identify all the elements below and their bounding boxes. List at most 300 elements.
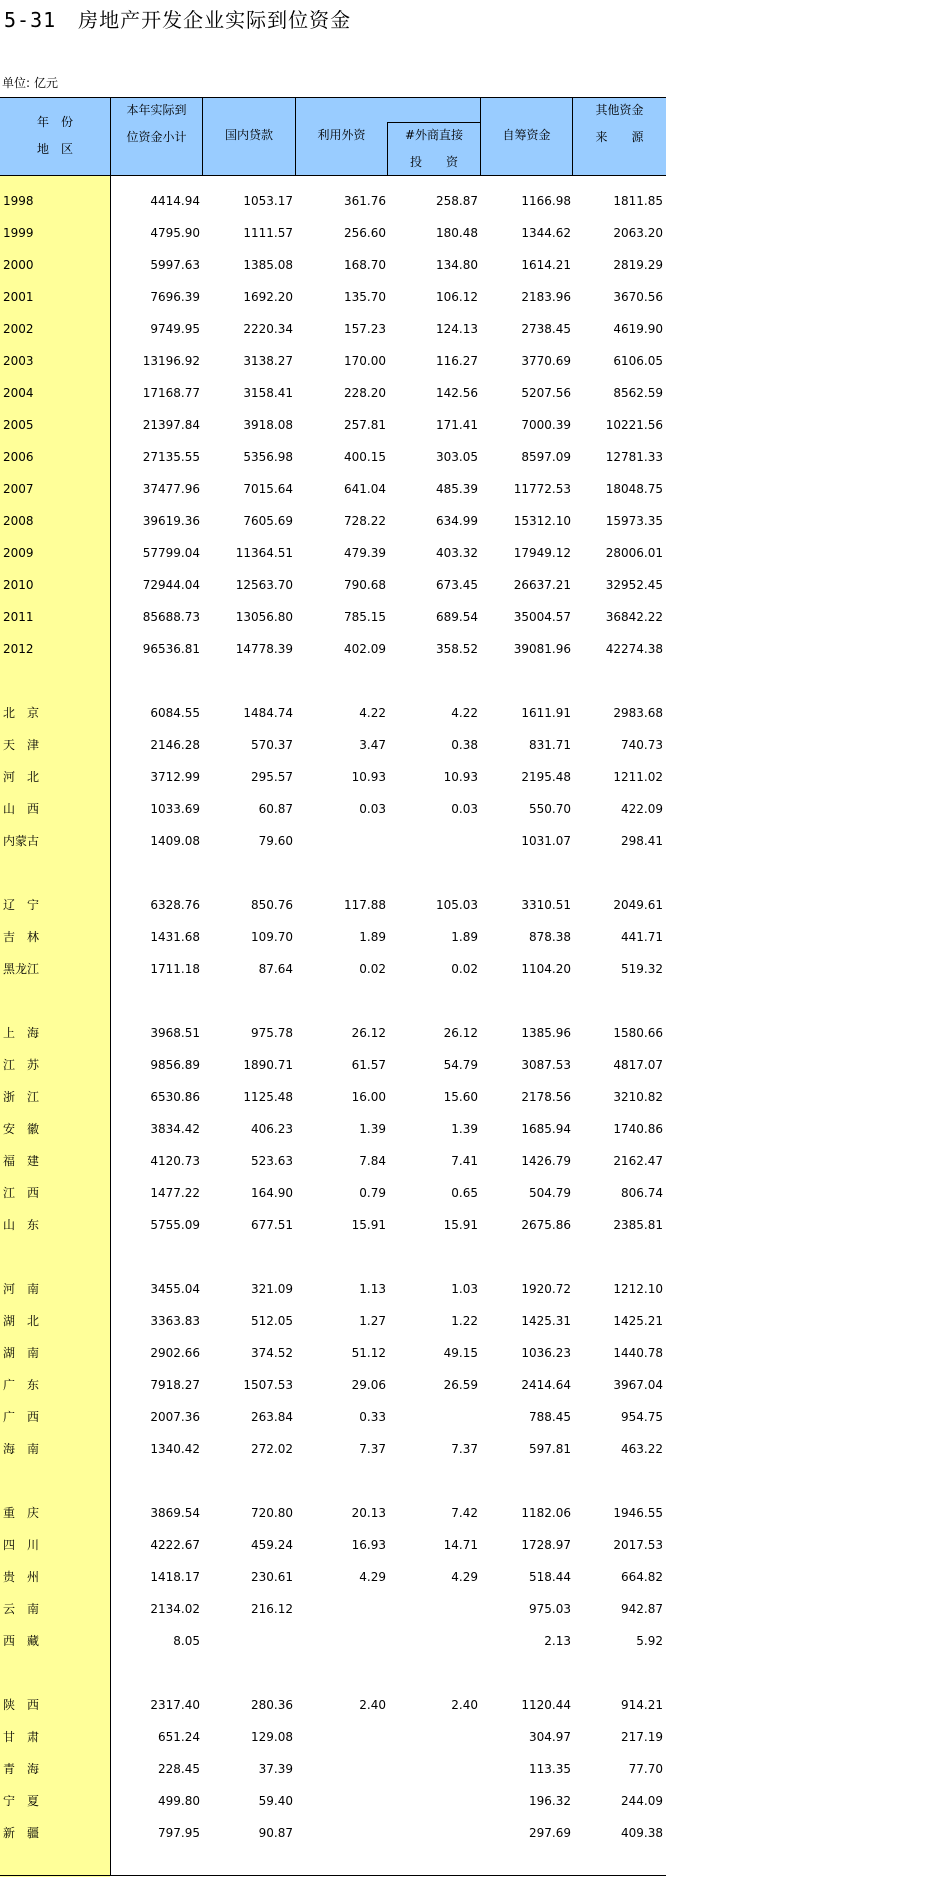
row-label: 陕 西: [3, 1698, 40, 1712]
table-row: [0, 565, 666, 597]
table-cell: 32952.45: [605, 578, 663, 592]
table-row: [0, 469, 666, 501]
table-cell: 303.05: [436, 450, 478, 464]
table-cell: 26.12: [351, 1026, 386, 1040]
table-cell: 2134.02: [150, 1602, 200, 1616]
table-cell: 37477.96: [142, 482, 200, 496]
table-cell: 914.21: [621, 1698, 663, 1712]
table-row: [0, 277, 666, 309]
rule-col-3: [295, 97, 296, 175]
table-cell: 135.70: [344, 290, 386, 304]
page-title: [4, 4, 351, 33]
table-row: [0, 1237, 666, 1269]
row-label: 吉 林: [3, 930, 40, 944]
table-cell: 14778.39: [235, 642, 293, 656]
table-cell: 12781.33: [605, 450, 663, 464]
table-row: [0, 1717, 666, 1749]
table-row: [0, 1493, 666, 1525]
table-cell: 797.95: [158, 1826, 200, 1840]
row-label: 2002: [3, 322, 34, 336]
table-cell: 2983.68: [613, 706, 663, 720]
row-label: 四 川: [3, 1538, 40, 1552]
table-row: [0, 1429, 666, 1461]
table-row: [0, 1269, 666, 1301]
table-cell: 1033.69: [150, 802, 200, 816]
table-cell: 11772.53: [513, 482, 571, 496]
table-cell: 3310.51: [521, 898, 571, 912]
table-cell: 677.51: [251, 1218, 293, 1232]
table-cell: 4120.73: [150, 1154, 200, 1168]
table-cell: 217.19: [621, 1730, 663, 1744]
table-cell: 0.79: [359, 1186, 386, 1200]
table-cell: 2902.66: [150, 1346, 200, 1360]
table-cell: 10.93: [443, 770, 478, 784]
table-cell: 79.60: [258, 834, 293, 848]
table-cell: 180.48: [436, 226, 478, 240]
table-cell: 570.37: [251, 738, 293, 752]
table-cell: 258.87: [436, 194, 478, 208]
table-cell: 788.45: [529, 1410, 571, 1424]
table-cell: 512.05: [251, 1314, 293, 1328]
table-cell: 3363.83: [150, 1314, 200, 1328]
table-cell: 49.15: [443, 1346, 478, 1360]
table-row: [0, 1013, 666, 1045]
table-cell: 4.29: [451, 1570, 478, 1584]
table-row: [0, 405, 666, 437]
table-cell: 1053.17: [243, 194, 293, 208]
table-cell: 479.39: [344, 546, 386, 560]
table-cell: 4817.07: [613, 1058, 663, 1072]
table-cell: 499.80: [158, 1794, 200, 1808]
table-cell: 8.05: [173, 1634, 200, 1648]
table-cell: 7015.64: [243, 482, 293, 496]
table-row: [0, 1525, 666, 1557]
table-cell: 2178.56: [521, 1090, 571, 1104]
table-cell: 109.70: [251, 930, 293, 944]
table-cell: 124.13: [436, 322, 478, 336]
table-row: [0, 533, 666, 565]
row-label: 1999: [3, 226, 34, 240]
row-label: 重 庆: [3, 1506, 40, 1520]
table-cell: 1426.79: [521, 1154, 571, 1168]
table-cell: 1425.31: [521, 1314, 571, 1328]
table-cell: 57799.04: [142, 546, 200, 560]
table-cell: 1.22: [451, 1314, 478, 1328]
table-cell: 1104.20: [521, 962, 571, 976]
table-cell: 374.52: [251, 1346, 293, 1360]
row-label: 天 津: [3, 738, 40, 752]
table-row: [0, 661, 666, 693]
table-cell: 1036.23: [521, 1346, 571, 1360]
row-label: 2009: [3, 546, 34, 560]
table-cell: 3968.51: [150, 1026, 200, 1040]
table-cell: 39081.96: [513, 642, 571, 656]
rule-header-bottom: [0, 175, 666, 176]
table-cell: 641.04: [344, 482, 386, 496]
row-label: 2000: [3, 258, 34, 272]
table-cell: 2414.64: [521, 1378, 571, 1392]
table-cell: 1425.21: [613, 1314, 663, 1328]
table-cell: 850.76: [251, 898, 293, 912]
rule-col-6: [572, 97, 573, 175]
table-row: [0, 1461, 666, 1493]
table-cell: 1685.94: [521, 1122, 571, 1136]
table-row: [0, 1205, 666, 1237]
table-cell: 550.70: [529, 802, 571, 816]
table-cell: 0.33: [359, 1410, 386, 1424]
table-cell: 297.69: [529, 1826, 571, 1840]
table-cell: 2.40: [359, 1698, 386, 1712]
table-cell: 422.09: [621, 802, 663, 816]
table-cell: 831.71: [529, 738, 571, 752]
table-cell: 1728.97: [521, 1538, 571, 1552]
table-cell: 720.80: [251, 1506, 293, 1520]
table-cell: 15.91: [443, 1218, 478, 1232]
table-row: [0, 789, 666, 821]
table-cell: 2675.86: [521, 1218, 571, 1232]
table-row: [0, 1077, 666, 1109]
table-cell: 3455.04: [150, 1282, 200, 1296]
row-label: 江 西: [3, 1186, 40, 1200]
table-cell: 1385.08: [243, 258, 293, 272]
table-row: [0, 1365, 666, 1397]
table-cell: 4414.94: [150, 194, 200, 208]
table-cell: 790.68: [344, 578, 386, 592]
table-cell: 942.87: [621, 1602, 663, 1616]
table-cell: 7.37: [451, 1442, 478, 1456]
table-cell: 1.89: [359, 930, 386, 944]
table-cell: 673.45: [436, 578, 478, 592]
row-label: 安 徽: [3, 1122, 40, 1136]
table-cell: 3770.69: [521, 354, 571, 368]
table-cell: 4795.90: [150, 226, 200, 240]
table-cell: 1890.71: [243, 1058, 293, 1072]
table-cell: 15.60: [443, 1090, 478, 1104]
header-self-raised: 自筹资金: [502, 128, 551, 142]
header-domestic-loans: 国内贷款: [224, 128, 273, 142]
table-cell: 1211.02: [613, 770, 663, 784]
table-cell: 0.38: [451, 738, 478, 752]
table-cell: 8597.09: [521, 450, 571, 464]
unit-value: 亿元: [34, 76, 59, 90]
table-cell: 18048.75: [605, 482, 663, 496]
table-row: [0, 181, 666, 213]
table-cell: 2195.48: [521, 770, 571, 784]
table-cell: 164.90: [251, 1186, 293, 1200]
table-cell: 295.57: [251, 770, 293, 784]
table-cell: 402.09: [344, 642, 386, 656]
table-row: [0, 213, 666, 245]
table-title: 房地产开发企业实际到位资金: [78, 8, 352, 32]
table-cell: 0.03: [451, 802, 478, 816]
table-cell: 142.56: [436, 386, 478, 400]
table-cell: 3087.53: [521, 1058, 571, 1072]
table-cell: 6106.05: [613, 354, 663, 368]
row-label: 2001: [3, 290, 34, 304]
table-cell: 975.03: [529, 1602, 571, 1616]
table-cell: 106.12: [436, 290, 478, 304]
table-cell: 15973.35: [605, 514, 663, 528]
table-cell: 12563.70: [235, 578, 293, 592]
table-cell: 321.09: [251, 1282, 293, 1296]
table-cell: 216.12: [251, 1602, 293, 1616]
table-cell: 1344.62: [521, 226, 571, 240]
row-label: 山 东: [3, 1218, 40, 1232]
table-cell: 597.81: [529, 1442, 571, 1456]
table-cell: 51.12: [351, 1346, 386, 1360]
table-cell: 20.13: [351, 1506, 386, 1520]
table-cell: 2007.36: [150, 1410, 200, 1424]
row-label: 贵 州: [3, 1570, 40, 1584]
table-cell: 129.08: [251, 1730, 293, 1744]
row-label: 内蒙古: [3, 834, 40, 848]
table-row: [0, 437, 666, 469]
table-cell: 228.45: [158, 1762, 200, 1776]
table-row: [0, 1397, 666, 1429]
table-cell: 4619.90: [613, 322, 663, 336]
rule-bottom: [0, 1875, 666, 1876]
table-cell: 17168.77: [142, 386, 200, 400]
table-row: [0, 1557, 666, 1589]
header-total: 本年实际到 位资金小计: [126, 103, 187, 144]
table-cell: 409.38: [621, 1826, 663, 1840]
table-row: [0, 501, 666, 533]
table-cell: 3138.27: [243, 354, 293, 368]
table-cell: 1340.42: [150, 1442, 200, 1456]
row-label: 西 藏: [3, 1634, 40, 1648]
row-label: 湖 南: [3, 1346, 40, 1360]
table-row: [0, 1813, 666, 1845]
table-row: [0, 757, 666, 789]
table-cell: 3712.99: [150, 770, 200, 784]
table-row: [0, 821, 666, 853]
table-cell: 15312.10: [513, 514, 571, 528]
table-number: 5-31: [4, 8, 57, 32]
table-cell: 85688.73: [142, 610, 200, 624]
table-row: [0, 1685, 666, 1717]
table-row: [0, 1301, 666, 1333]
table-row: [0, 341, 666, 373]
table-cell: 7696.39: [150, 290, 200, 304]
table-cell: 1031.07: [521, 834, 571, 848]
row-label: 2012: [3, 642, 34, 656]
table-cell: 0.03: [359, 802, 386, 816]
table-cell: 1740.86: [613, 1122, 663, 1136]
table-cell: 1.13: [359, 1282, 386, 1296]
table-cell: 105.03: [436, 898, 478, 912]
table-cell: 60.87: [258, 802, 293, 816]
header-year-region: 年 份 地 区: [36, 115, 73, 156]
table-cell: 16.00: [351, 1090, 386, 1104]
table-cell: 1477.22: [150, 1186, 200, 1200]
table-cell: 5997.63: [150, 258, 200, 272]
table-cell: 7.42: [451, 1506, 478, 1520]
table-cell: 2.13: [544, 1634, 571, 1648]
table-cell: 523.63: [251, 1154, 293, 1168]
table-cell: 975.78: [251, 1026, 293, 1040]
table-row: [0, 245, 666, 277]
table-cell: 1.03: [451, 1282, 478, 1296]
table-cell: 134.80: [436, 258, 478, 272]
table-cell: 1711.18: [150, 962, 200, 976]
table-cell: 1507.53: [243, 1378, 293, 1392]
unit-note: [2, 74, 62, 91]
table-row: [0, 1045, 666, 1077]
table-cell: 116.27: [436, 354, 478, 368]
table-cell: 17949.12: [513, 546, 571, 560]
table-cell: 2819.29: [613, 258, 663, 272]
table-cell: 689.54: [436, 610, 478, 624]
table-cell: 1409.08: [150, 834, 200, 848]
row-label: 1998: [3, 194, 34, 208]
table-cell: 16.93: [351, 1538, 386, 1552]
table-row: [0, 1653, 666, 1685]
table-cell: 6084.55: [150, 706, 200, 720]
table-cell: 0.02: [451, 962, 478, 976]
table-cell: 77.70: [628, 1762, 663, 1776]
table-cell: 8562.59: [613, 386, 663, 400]
row-label: 广 东: [3, 1378, 40, 1392]
table-cell: 7.41: [451, 1154, 478, 1168]
table-cell: 6328.76: [150, 898, 200, 912]
table-cell: 1212.10: [613, 1282, 663, 1296]
table-row: [0, 725, 666, 757]
table-cell: 5207.56: [521, 386, 571, 400]
table-cell: 1418.17: [150, 1570, 200, 1584]
table-cell: 72944.04: [142, 578, 200, 592]
row-label: 福 建: [3, 1154, 40, 1168]
table-cell: 29.06: [351, 1378, 386, 1392]
table-cell: 4.22: [451, 706, 478, 720]
table-cell: 4.22: [359, 706, 386, 720]
table-cell: 504.79: [529, 1186, 571, 1200]
table-cell: 61.57: [351, 1058, 386, 1072]
row-label: 河 南: [3, 1282, 40, 1296]
table-cell: 1125.48: [243, 1090, 293, 1104]
table-cell: 59.40: [258, 1794, 293, 1808]
table-cell: 54.79: [443, 1058, 478, 1072]
header-foreign-capital: 利用外资: [317, 128, 366, 142]
row-label: 甘 肃: [3, 1730, 40, 1744]
table-cell: 441.71: [621, 930, 663, 944]
table-cell: 168.70: [344, 258, 386, 272]
table-cell: 1120.44: [521, 1698, 571, 1712]
row-label: 2006: [3, 450, 34, 464]
row-label: 海 南: [3, 1442, 40, 1456]
table-cell: 1.89: [451, 930, 478, 944]
table-row: [0, 1173, 666, 1205]
table-cell: 1111.57: [243, 226, 293, 240]
table-cell: 7.84: [359, 1154, 386, 1168]
row-label: 2007: [3, 482, 34, 496]
table-cell: 4222.67: [150, 1538, 200, 1552]
row-label: 云 南: [3, 1602, 40, 1616]
table-row: [0, 1749, 666, 1781]
row-label: 青 海: [3, 1762, 40, 1776]
table-cell: 664.82: [621, 1570, 663, 1584]
row-label: 新 疆: [3, 1826, 40, 1840]
table-cell: 1580.66: [613, 1026, 663, 1040]
table-cell: 10221.56: [605, 418, 663, 432]
table-cell: 9856.89: [150, 1058, 200, 1072]
table-cell: 117.88: [344, 898, 386, 912]
table-cell: 1946.55: [613, 1506, 663, 1520]
table-cell: 9749.95: [150, 322, 200, 336]
table-cell: 7918.27: [150, 1378, 200, 1392]
table-cell: 485.39: [436, 482, 478, 496]
table-cell: 96536.81: [142, 642, 200, 656]
table-cell: 3834.42: [150, 1122, 200, 1136]
table-cell: 7.37: [359, 1442, 386, 1456]
table-cell: 28006.01: [605, 546, 663, 560]
row-label: 宁 夏: [3, 1794, 40, 1808]
table-cell: 26.12: [443, 1026, 478, 1040]
table-cell: 256.60: [344, 226, 386, 240]
table-row: [0, 1589, 666, 1621]
table-cell: 651.24: [158, 1730, 200, 1744]
table-cell: 2017.53: [613, 1538, 663, 1552]
table-cell: 1692.20: [243, 290, 293, 304]
row-label: 上 海: [3, 1026, 40, 1040]
table-cell: 5.92: [636, 1634, 663, 1648]
table-cell: 2317.40: [150, 1698, 200, 1712]
table-cell: 171.41: [436, 418, 478, 432]
table-cell: 42274.38: [605, 642, 663, 656]
row-label: 浙 江: [3, 1090, 40, 1104]
table-cell: 26.59: [443, 1378, 478, 1392]
table-cell: 2162.47: [613, 1154, 663, 1168]
table-row: [0, 597, 666, 629]
table-cell: 1.39: [451, 1122, 478, 1136]
table-cell: 400.15: [344, 450, 386, 464]
table-cell: 403.32: [436, 546, 478, 560]
table-cell: 1614.21: [521, 258, 571, 272]
header-other: 其他资金 来 源: [595, 103, 644, 144]
table-cell: 196.32: [529, 1794, 571, 1808]
table-row: [0, 1333, 666, 1365]
rule-col-2: [202, 97, 203, 175]
table-cell: 2.40: [451, 1698, 478, 1712]
table-cell: 740.73: [621, 738, 663, 752]
row-label: 北 京: [3, 706, 40, 720]
rule-header-inner: [388, 122, 480, 123]
table-cell: 157.23: [344, 322, 386, 336]
table-cell: 26637.21: [513, 578, 571, 592]
table-cell: 0.02: [359, 962, 386, 976]
table-cell: 228.20: [344, 386, 386, 400]
table-cell: 7605.69: [243, 514, 293, 528]
unit-label: 单位:: [2, 76, 31, 90]
table-cell: 263.84: [251, 1410, 293, 1424]
table-cell: 13196.92: [142, 354, 200, 368]
rule-col-4: [387, 122, 388, 175]
table-cell: 519.32: [621, 962, 663, 976]
table-cell: 6530.86: [150, 1090, 200, 1104]
table-cell: 272.02: [251, 1442, 293, 1456]
table-cell: 244.09: [621, 1794, 663, 1808]
table-row: [0, 853, 666, 885]
table-cell: 87.64: [258, 962, 293, 976]
table-cell: 1166.98: [521, 194, 571, 208]
table-cell: 3869.54: [150, 1506, 200, 1520]
table-cell: 785.15: [344, 610, 386, 624]
table-row: [0, 309, 666, 341]
table-cell: 230.61: [251, 1570, 293, 1584]
table-cell: 36842.22: [605, 610, 663, 624]
table-row: [0, 1621, 666, 1653]
row-label: 2005: [3, 418, 34, 432]
table-cell: 463.22: [621, 1442, 663, 1456]
